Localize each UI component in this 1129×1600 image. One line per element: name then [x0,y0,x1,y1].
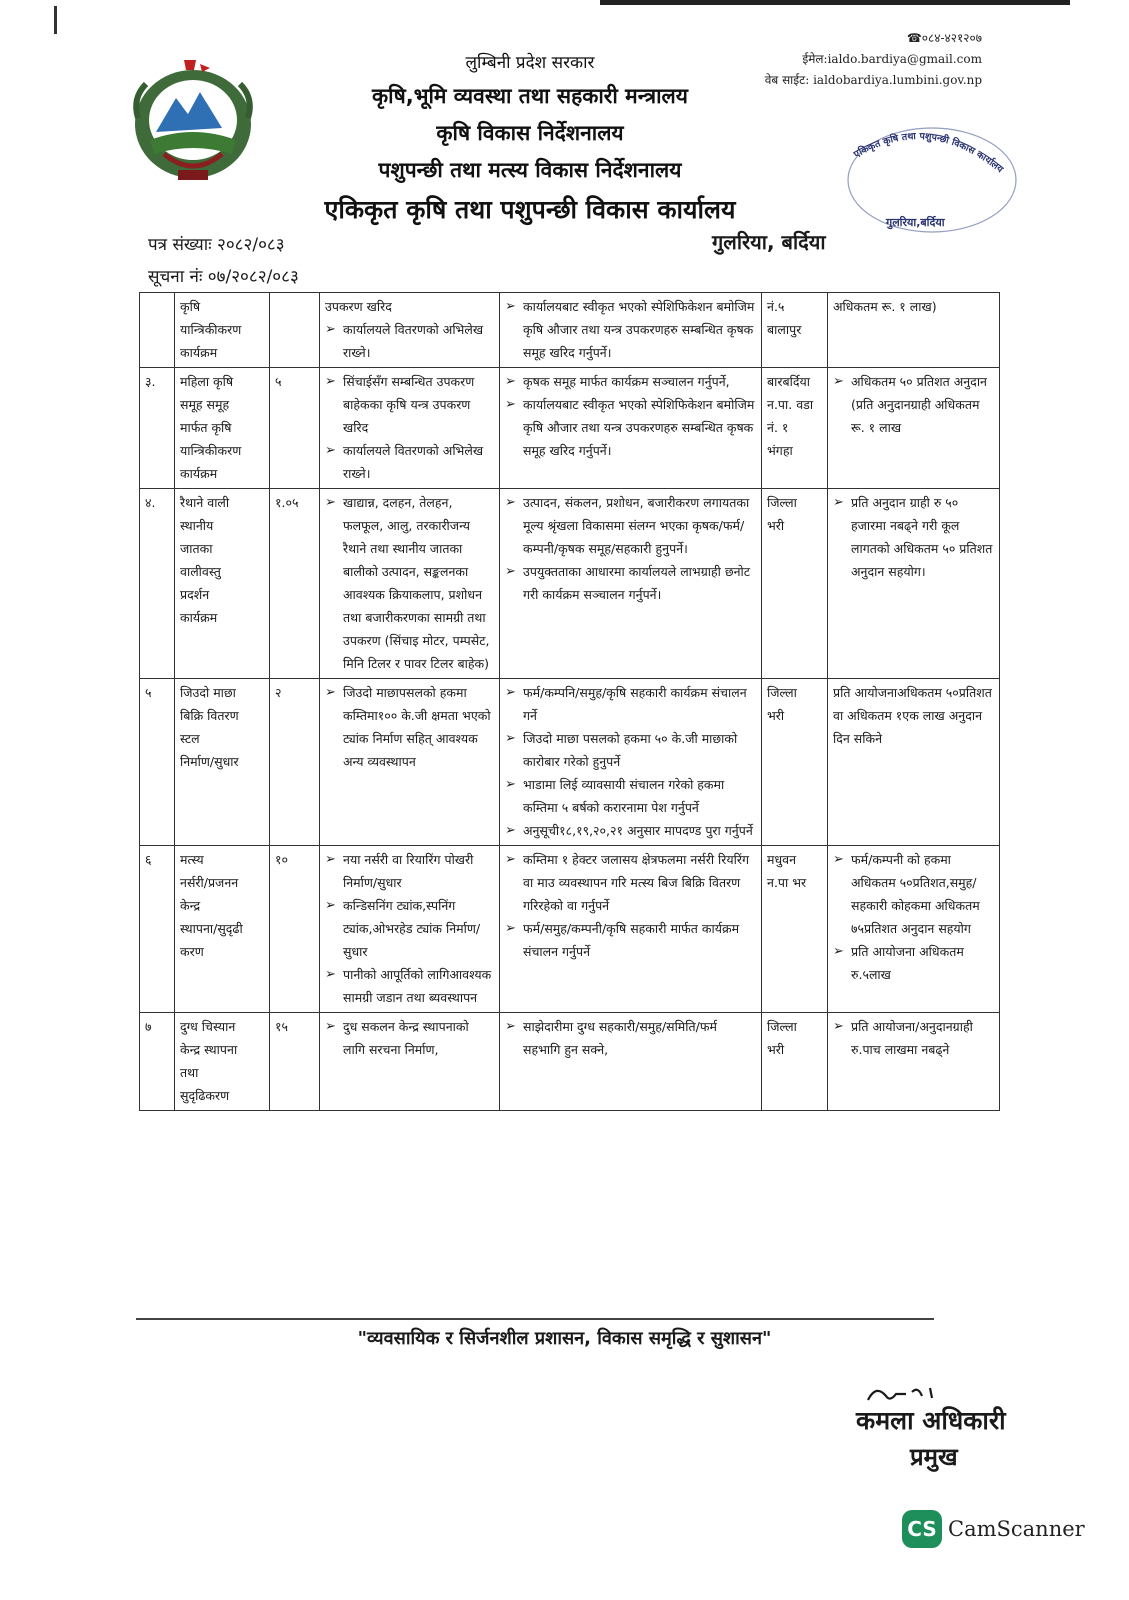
camscanner-logo: CS [902,1510,942,1548]
office-motto: "व्यवसायिक र सिर्जनशील प्रशासन, विकास समृद्धि र सुशासन" [357,1328,772,1349]
area-line: भंगहा [767,443,793,458]
cell-activities [320,489,500,679]
cell-subsidy [828,679,1000,846]
cell-quantity: २ [270,679,320,846]
cell-subsidy [828,293,1000,368]
cell-serial: ६ [140,846,175,1013]
area-line: जिल्ला [767,685,797,700]
reference-number: पत्र संख्याः २०८२/०८३ [148,235,285,255]
table-row [140,1013,1000,1111]
program-name-line: प्रदर्शन [180,587,210,602]
office-stamp [836,118,1022,244]
program-name-line: स्थानीय [180,518,214,533]
program-name-line: सुदृढिकरण [180,1088,230,1103]
footer-rule [136,1318,934,1320]
cell-conditions [500,489,762,679]
area-line: जिल्ला [767,495,797,510]
cell-conditions [500,293,762,368]
website-address: वेब साईट: ialdobardiya.lumbini.gov.np [764,73,982,87]
area-line: भरी [767,708,785,723]
activity-bullet: ➢ पानीको आपूर्तिको लागिआवश्यक सामग्री जडान तथा ब्यवस्थापन [325,963,494,1009]
program-name-line: निर्माण/सुधार [180,754,239,769]
cell-serial: ३. [140,368,175,489]
cell-serial: ४. [140,489,175,679]
program-name-line: यान्त्रिकीकरण [180,443,242,458]
area-line: न.पा भर [767,875,807,890]
cell-area [762,846,828,1013]
area-line: बारबर्दिया [767,374,810,389]
cell-serial: ५ [140,679,175,846]
program-name-line: केन्द्र स्थापना [180,1042,238,1057]
program-name-line: केन्द्र [180,898,201,913]
condition-bullet: ➢ उत्पादन, संकलन, प्रशोधन, बजारीकरण लगायतका मूल्य श्रृंखला विकासमा संलग्न भएका कृषक/फर्म/कम्पनी/कृषक समूह/सहकारी हुनुपर्ने। [505,491,756,560]
program-name-line: नर्सरी/प्रजनन [180,875,239,890]
cell-program-name [175,679,270,846]
condition-bullet: ➢ उपयुक्तताका आधारमा कार्यालयले लाभग्राही छनोट गरी कार्यक्रम सञ्चालन गर्नुपर्ने। [505,560,756,606]
area-line: न.पा. वडा [767,397,814,412]
condition-bullet: ➢ कार्यालयबाट स्वीकृत भएको स्पेशिफिकेशन बमोजिम कृषि औजार तथा यन्त्र उपकरणहरु सम्बन्धित कृषक समूह खरिद गर्नुपर्ने। [505,393,756,462]
phone-number: ☎०८४-४२१२०७ [906,31,982,45]
program-name-line: कार्यक्रम [180,610,218,625]
cell-activities [320,846,500,1013]
area-line: नं.५ [767,299,785,314]
activity-bullet: ➢ सिंचाईसँग सम्बन्धित उपकरण बाहेकका कृषि यन्त्र उपकरण खरिद [325,370,494,439]
cell-area [762,489,828,679]
activity-bullet: ➢ कन्डिसनिंग ट्यांक,स्पनिंग ट्यांक,ओभरहेड ट्यांक निर्माण/सुधार [325,894,494,963]
program-name-line: वालीवस्तु [180,564,221,579]
area-line: मधुवन [767,852,797,867]
program-name-line: दुग्ध चिस्यान [180,1019,236,1034]
directorate-livestock: पशुपन्छी तथा मत्स्य विकास निर्देशनालय [378,158,682,182]
cell-program-name [175,489,270,679]
cell-activities [320,368,500,489]
subsidy-bullet: ➢ प्रति आयोजना अधिकतम रु.५लाख [833,940,994,986]
condition-bullet: ➢ भाडामा लिई व्यावसायी संचालन गरेको हकमा कम्तिमा ५ बर्षको करारनामा पेश गर्नुपर्ने [505,773,756,819]
signatory-name: कमला अधिकारी [856,1406,1006,1435]
activity-bullet: ➢ दुध सकलन केन्द्र स्थापनाको लागि सरचना निर्माण, [325,1015,494,1061]
cell-quantity [270,293,320,368]
subsidy-bullet: ➢ प्रति अनुदान ग्राही रु ५० हजारमा नबढ्ने गरी कूल लागतको अधिकतम ५० प्रतिशत अनुदान सहयोग। [833,491,994,583]
office-name: एकिकृत कृषि तथा पशुपन्छी विकास कार्यालय [324,195,736,224]
subsidy-text: प्रति आयोजनाअधिकतम ५०प्रतिशत वा अधिकतम १एक लाख अनुदान दिन सकिने [833,685,992,746]
condition-bullet: ➢ जिउदो माछा पसलको हकमा ५० के.जी माछाको कारोबार गरेको हुनुपर्ने [505,727,756,773]
cell-subsidy [828,368,1000,489]
cell-subsidy [828,846,1000,1013]
cell-quantity: ५ [270,368,320,489]
cell-quantity: १५ [270,1013,320,1111]
condition-bullet: ➢ फर्म/समुह/कम्पनी/कृषि सहकारी मार्फत कार्यक्रम संचालन गर्नुपर्ने [505,917,756,963]
program-name-line: स्टल [180,731,200,746]
cell-activities [320,679,500,846]
cell-activities [320,293,500,368]
subsidy-text: अधिकतम रू. १ लाख) [833,299,937,314]
program-name-line: रैथाने वाली [180,495,230,510]
cell-subsidy [828,1013,1000,1111]
camscanner-label: CamScanner [948,1517,1085,1541]
letterhead [250,50,810,226]
table-row [140,293,1000,368]
province-name: लुम्बिनी प्रदेश सरकार [465,53,595,73]
area-line: भरी [767,518,785,533]
activity-bullet: ➢ कार्यालयले वितरणको अभिलेख राख्ने। [325,439,494,485]
area-line: बालापुर [767,322,802,337]
table-row [140,489,1000,679]
program-name-line: करण [180,944,204,959]
cell-area [762,679,828,846]
area-line: जिल्ला [767,1019,797,1034]
email-address: ईमेल:ialdo.bardiya@gmail.com [802,52,982,66]
activity-text: उपकरण खरिद [325,299,392,314]
program-name-line: समूह समूह [180,397,230,412]
condition-bullet: ➢ अनुसूची१८,१९,२०,२१ अनुसार मापदण्ड पुरा गर्नुपर्ने [505,819,756,842]
cell-program-name [175,1013,270,1111]
condition-bullet: ➢ कार्यालयबाट स्वीकृत भएको स्पेशिफिकेशन बमोजिम कृषि औजार तथा यन्त्र उपकरणहरु सम्बन्धित कृषक समूह खरिद गर्नुपर्ने। [505,295,756,364]
contact-block [742,28,982,91]
subsidy-bullet: ➢ प्रति आयोजना/अनुदानग्राही रु.पाच लाखमा नबढ्ने [833,1015,994,1061]
program-name-line: स्थापना/सुदृढी [180,921,243,936]
cell-quantity: १.०५ [270,489,320,679]
cell-activities [320,1013,500,1111]
program-name-line: बिक्रि वितरण [180,708,239,723]
program-name-line: कृषि [180,299,201,314]
notice-number: सूचना नंः ०७/२०८२/०८३ [148,267,299,287]
cell-program-name [175,293,270,368]
subsidy-bullet: ➢ फर्म/कम्पनी को हकमा अधिकतम ५०प्रतिशत,समुह/सहकारी कोहकमा अधिकतम ७५प्रतिशत अनुदान सहयोग [833,848,994,940]
cell-conditions [500,368,762,489]
office-location: गुलरिया, बर्दिया [712,230,826,254]
activity-bullet: ➢ कार्यालयले वितरणको अभिलेख राख्ने। [325,318,494,364]
cell-conditions [500,846,762,1013]
cell-quantity: १० [270,846,320,1013]
stamp-place-text: गुलरिया,बर्दिया [886,216,945,229]
activity-bullet: ➢ खाद्यान्न, दलहन, तेलहन, फलफूल, आलु, तरकारीजन्य रैथाने तथा स्थानीय जातका बालीको उत्पादन, सङ्कलनका आवश्यक क्रियाकलाप, प्रशोधन तथा बजारीकरणका सामग्री तथा उपकरण (सिंचाइ मोटर, पम्पसेट, मिनि टिलर र पावर टिलर बाहेक) [325,491,494,675]
activity-bullet: ➢ नया नर्सरी वा रियारिंग पोखरी निर्माण/सुधार [325,848,494,894]
cell-serial [140,293,175,368]
program-name-line: यान्त्रिकीकरण [180,322,242,337]
signatory-title: प्रमुख [910,1443,958,1471]
condition-bullet: ➢ फर्म/कम्पनि/समुह/कृषि सहकारी कार्यक्रम संचालन गर्ने [505,681,756,727]
program-name-line: कार्यक्रम [180,345,218,360]
program-name-line: जातका [180,541,213,556]
cell-program-name [175,846,270,1013]
ministry-name: कृषि,भूमि व्यवस्था तथा सहकारी मन्त्रालय [372,84,688,108]
area-line: भरी [767,1042,785,1057]
table-row [140,679,1000,846]
program-name-line: मार्फत कृषि [180,420,232,435]
cell-conditions [500,1013,762,1111]
activity-bullet: ➢ जिउदो माछापसलको हकमा कम्तिमा१०० के.जी क्षमता भएको ट्यांक निर्माण सहित् आवश्यक अन्य व्यवस्थापन [325,681,494,773]
cell-area [762,368,828,489]
cell-area [762,293,828,368]
program-name-line: मत्स्य [180,852,204,867]
condition-bullet: ➢ कृषक समूह मार्फत कार्यक्रम सञ्चालन गर्नुपर्ने, [505,370,756,393]
cell-area [762,1013,828,1111]
program-table [139,292,1000,1111]
program-name-line: तथा [180,1065,199,1080]
cell-subsidy [828,489,1000,679]
top-border-line [600,0,1070,5]
directorate-agri: कृषि विकास निर्देशनालय [436,121,624,145]
table-row [140,846,1000,1013]
scan-edge-mark [54,6,57,34]
program-name-line: कार्यक्रम [180,466,218,481]
subsidy-bullet: ➢ अधिकतम ५० प्रतिशत अनुदान (प्रति अनुदानग्राही अधिकतम रू. १ लाख [833,370,994,439]
table-row [140,368,1000,489]
program-name-line: महिला कृषि [180,374,234,389]
stamp-office-text: एकिकृत कृषि तथा पशुपन्छी विकास कार्यालय [852,131,1006,176]
cell-conditions [500,679,762,846]
cell-serial: ७ [140,1013,175,1111]
condition-bullet: ➢ कम्तिमा १ हेक्टर जलासय क्षेत्रफलमा नर्सरी रियरिंग वा माउ व्यवस्थापन गरि मत्स्य बिज बिक्रि वितरण गरिरहेको वा गर्नुपर्ने [505,848,756,917]
nepal-emblem-icon [124,58,262,188]
cell-program-name [175,368,270,489]
area-line: नं. १ [767,420,789,435]
program-name-line: जिउदो माछा [180,685,236,700]
condition-bullet: ➢ साझेदारीमा दुग्ध सहकारी/समुह/समिति/फर्म सहभागि हुन सक्ने, [505,1015,756,1061]
